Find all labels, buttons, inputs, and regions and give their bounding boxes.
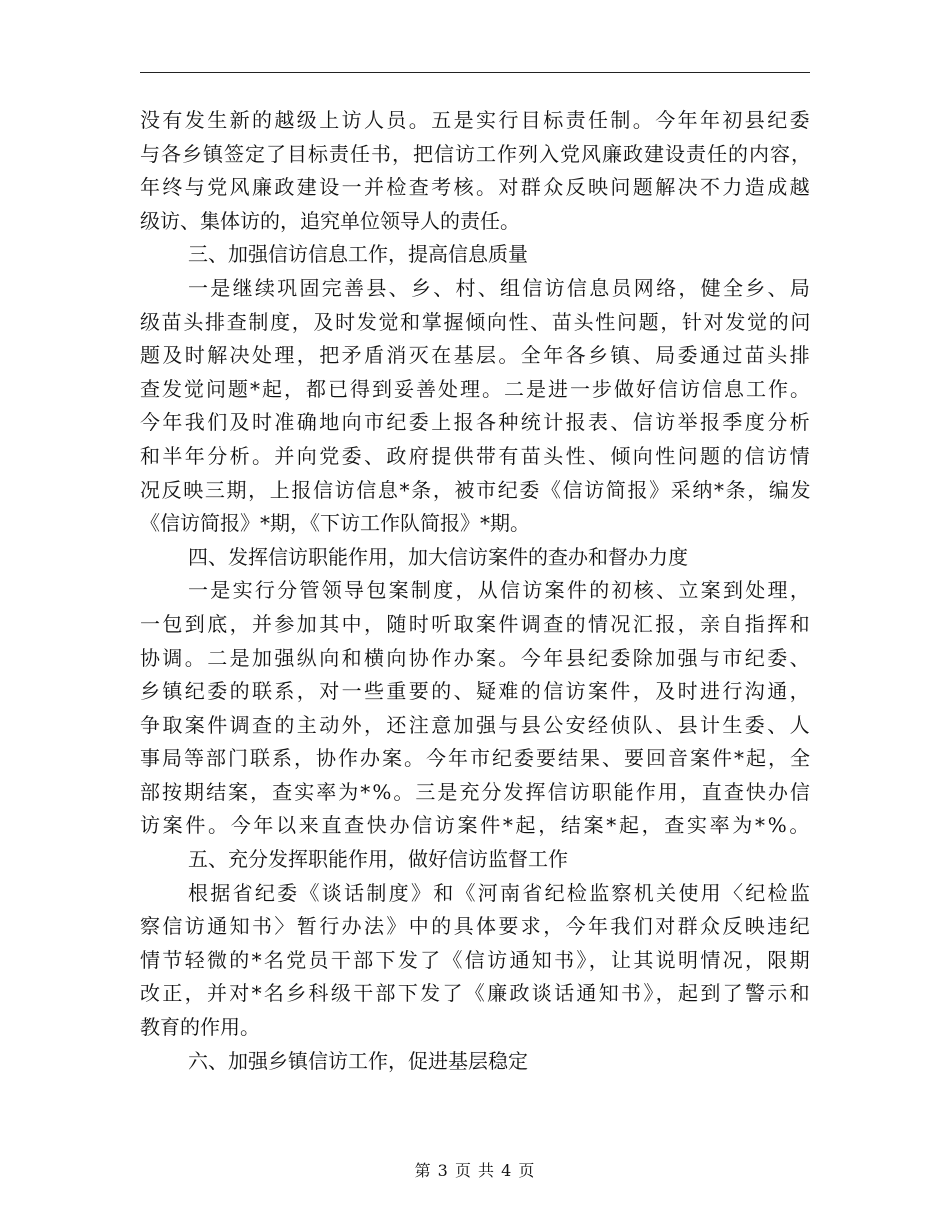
- text-line: 改正，并对*名乡科级干部下发了《廉政谈话通知书》，起到了警示和: [140, 981, 812, 1006]
- text-line: 一是继续巩固完善县、乡、村、组信访信息员网络，健全乡、局: [188, 275, 812, 300]
- text-line: 题及时解决处理，把矛盾消灭在基层。全年各乡镇、局委通过苗头排: [140, 343, 812, 368]
- text-line: 访案件。今年以来直查快办信访案件*起，结案*起，查实率为*%。: [140, 813, 812, 838]
- text-line: 没有发生新的越级上访人员。五是实行目标责任制。今年年初县纪委: [140, 108, 812, 132]
- text-line: 今年我们及时准确地向市纪委上报各种统计报表、信访举报季度分析: [140, 410, 812, 435]
- text-line: 况反映三期，上报信访信息*条，被市纪委《信访简报》采纳*条，编发: [140, 477, 812, 502]
- text-line: 三、加强信访信息工作，提高信息质量: [188, 242, 528, 267]
- text-line: 争取案件调查的主动外，还注意加强与县公安经侦队、县计生委、人: [140, 712, 812, 737]
- text-line: 和半年分析。并向党委、政府提供带有苗头性、倾向性问题的信访情: [140, 443, 812, 468]
- header-rule: [140, 72, 810, 73]
- text-line: 四、发挥信访职能作用，加大信访案件的查办和督办力度: [188, 544, 688, 569]
- text-line: 察信访通知书〉暂行办法》中的具体要求，今年我们对群众反映违纪: [140, 914, 812, 939]
- text-line: 级苗头排查制度，及时发觉和掌握倾向性、苗头性问题，针对发觉的问: [140, 309, 812, 334]
- text-line: 一是实行分管领导包案制度，从信访案件的初核、立案到处理，: [188, 578, 812, 603]
- text-line: 乡镇纪委的联系，对一些重要的、疑难的信访案件，及时进行沟通，: [140, 679, 812, 704]
- text-line: 根据省纪委《谈话制度》和《河南省纪检监察机关使用〈纪检监: [188, 880, 812, 905]
- text-line: 《信访简报》*期，《下访工作队简报》*期。: [140, 511, 530, 536]
- text-line: 一包到底，并参加其中，随时听取案件调查的情况汇报，亲自指挥和: [140, 611, 812, 636]
- document-body: [140, 104, 812, 1078]
- text-line: 事局等部门联系，协作办案。今年市纪委要结果、要回音案件*起，全: [140, 746, 812, 771]
- text-line: 五、充分发挥职能作用，做好信访监督工作: [188, 847, 568, 872]
- text-line: 六、加强乡镇信访工作，促进基层稳定: [188, 1048, 528, 1073]
- text-line: 查发觉问题*起，都已得到妥善处理。二是进一步做好信访信息工作。: [140, 376, 812, 401]
- page-footer: 第 3 页 共 4 页: [414, 1161, 536, 1180]
- text-line: 年终与党风廉政建设一并检查考核。对群众反映问题解决不力造成越: [140, 175, 812, 200]
- text-line: 协调。二是加强纵向和横向协作办案。今年县纪委除加强与市纪委、: [140, 645, 812, 670]
- text-line: 部按期结案，查实率为*%。三是充分发挥信访职能作用，直查快办信: [140, 779, 812, 804]
- text-line: 教育的作用。: [140, 1015, 260, 1040]
- text-line: 与各乡镇签定了目标责任书，把信访工作列入党风廉政建设责任的内容，: [140, 141, 812, 166]
- text-line: 情节轻微的*名党员干部下发了《信访通知书》，让其说明情况，限期: [140, 947, 812, 972]
- text-line: 级访、集体访的，追究单位领导人的责任。: [140, 208, 520, 233]
